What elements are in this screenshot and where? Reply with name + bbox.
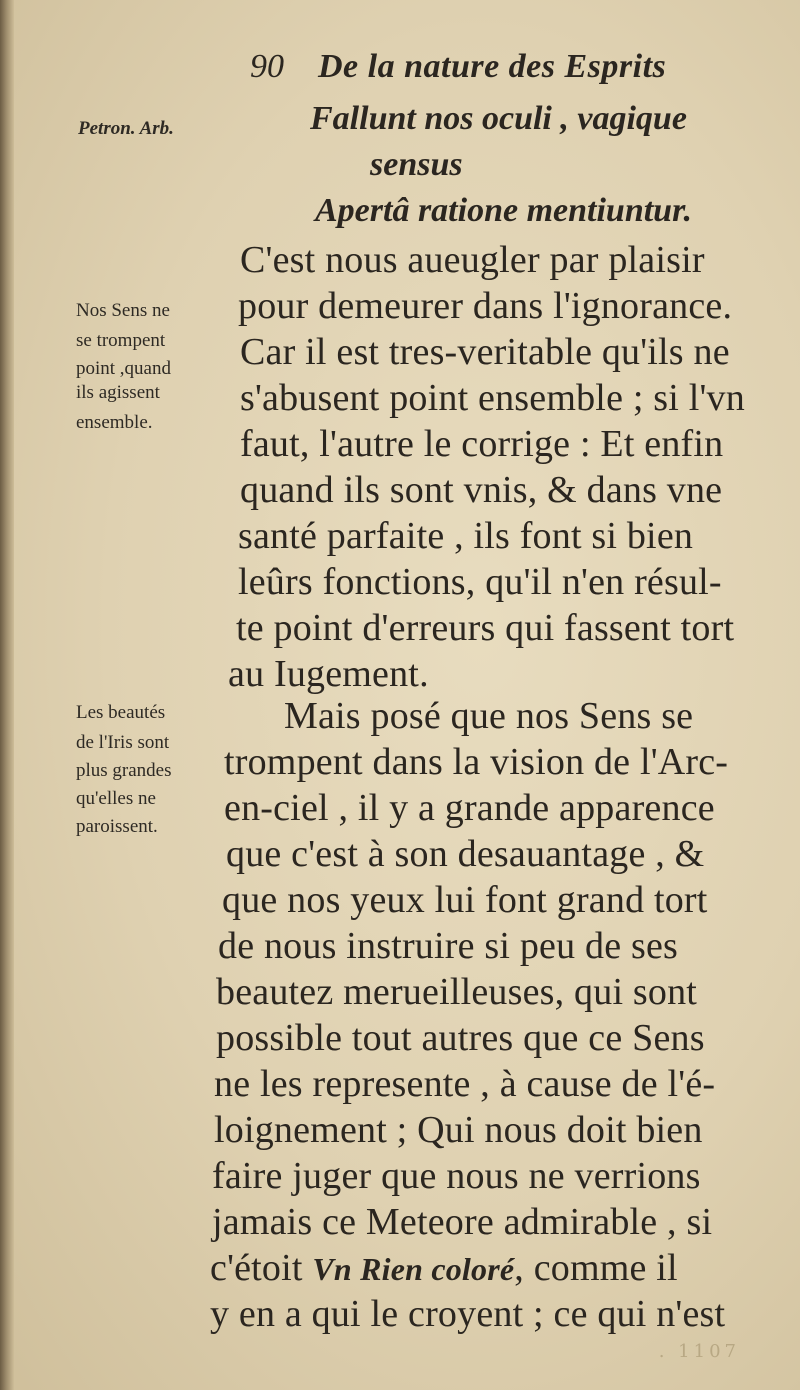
text-line: santé parfaite , ils font si bien — [238, 515, 694, 557]
page-number: 90 — [250, 48, 284, 85]
text-line: loignement ; Qui nous doit bien — [214, 1109, 703, 1151]
text-line: trompent dans la vision de l'Arc- — [224, 741, 729, 783]
running-header — [250, 48, 770, 96]
text-line: possible tout autres que ce Sens — [216, 1017, 705, 1059]
text-line: faut, l'autre le corrige : Et enfin — [240, 423, 724, 465]
margin-note-line: ils agissent — [76, 382, 160, 403]
margin-note-line: se trompent — [76, 330, 166, 351]
verse-line-3: Apertâ ratione mentiuntur. — [315, 192, 692, 229]
text-line: Car il est tres-veritable qu'ils ne — [240, 331, 730, 373]
margin-note-line: ensemble. — [76, 412, 153, 433]
text-line: s'abusent point ensemble ; si l'vn — [240, 377, 745, 419]
text-line: au Iugement. — [228, 653, 429, 695]
text-line: que c'est à son desauantage , & — [226, 833, 705, 875]
text-line: ne les represente , à cause de l'é- — [214, 1063, 716, 1105]
footer-mark: . 1107 — [658, 1341, 740, 1362]
text-line: y en a qui le croyent ; ce qui n'est — [210, 1293, 726, 1335]
margin-note-line: Nos Sens ne — [76, 300, 170, 321]
binding-gutter — [0, 0, 14, 1390]
italic-phrase: Vn Rien coloré — [312, 1251, 515, 1287]
margin-citation: Petron. Arb. — [78, 118, 174, 139]
verse-line-2: sensus — [370, 146, 463, 183]
text-line: de nous instruire si peu de ses — [218, 925, 679, 967]
text-fragment: c'étoit — [210, 1247, 303, 1289]
margin-note-line: plus grandes — [76, 760, 172, 781]
text-fragment: comme il — [533, 1247, 678, 1289]
verse-line-1: Fallunt nos oculi , vagique — [310, 100, 687, 137]
text-line: que nos yeux lui font grand tort — [222, 879, 708, 921]
running-title: De la nature des Esprits — [318, 48, 667, 85]
text-line: leûrs fonctions, qu'il n'en résul- — [238, 561, 722, 603]
comma: , — [514, 1247, 534, 1289]
text-line: beautez merueilleuses, qui sont — [216, 971, 698, 1013]
text-line: en-ciel , il y a grande apparence — [224, 787, 715, 829]
text-line: quand ils sont vnis, & dans vne — [240, 469, 723, 511]
text-line: pour demeurer dans l'ignorance. — [238, 285, 733, 327]
margin-note-line: de l'Iris sont — [76, 732, 170, 753]
margin-note-line: Les beautés — [76, 702, 166, 723]
text-line: Mais posé que nos Sens se — [284, 695, 694, 737]
margin-note-line: point ,quand — [76, 358, 171, 379]
text-line — [210, 1246, 678, 1291]
text-line: C'est nous aueugler par plaisir — [240, 239, 705, 281]
text-line: faire juger que nous ne verrions — [212, 1155, 701, 1197]
margin-note-line: qu'elles ne — [76, 788, 156, 809]
text-line: jamais ce Meteore admirable , si — [212, 1201, 713, 1243]
text-line: te point d'erreurs qui fassent tort — [236, 607, 735, 649]
margin-note-line: paroissent. — [76, 816, 158, 837]
